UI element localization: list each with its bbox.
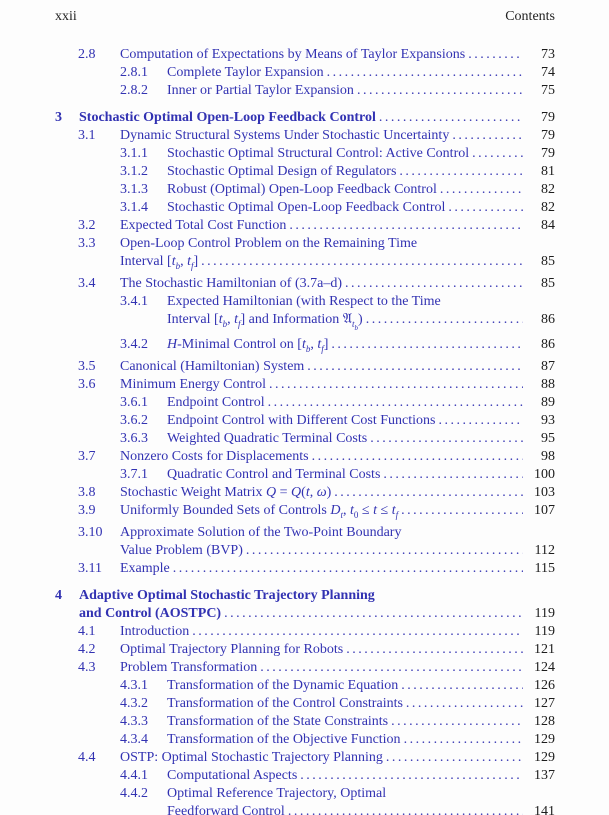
toc-entry-4.3.1 (55, 677, 555, 695)
toc-entry-page[interactable]: 98 (541, 449, 555, 465)
toc-entry-page[interactable]: 88 (541, 377, 555, 393)
toc-entry-number[interactable]: 4.4 (78, 749, 96, 765)
toc-entry-4.3 (55, 659, 555, 677)
toc-entry-line (167, 713, 555, 731)
dotted-leader (452, 127, 523, 145)
toc-entry-line (120, 641, 555, 659)
toc-entry-4 (55, 587, 555, 623)
toc-entry-line (120, 524, 555, 542)
toc-entry-page[interactable]: 75 (541, 83, 555, 98)
toc-entry-title[interactable]: Robust (Optimal) Open-Loop Feedback Control (167, 182, 437, 197)
dotted-leader (334, 484, 523, 502)
toc-entry-3.1.3 (55, 181, 555, 199)
toc-entry-2.8.1 (55, 64, 555, 82)
toc-entry-line (120, 542, 555, 560)
toc-entry-page[interactable]: 112 (534, 542, 555, 558)
toc-entry-number[interactable]: 4.3 (78, 659, 96, 675)
toc-entry-3.3 (55, 235, 555, 275)
toc-entry-line (120, 448, 555, 466)
toc-entry-line (167, 767, 555, 785)
toc-entry-3.9 (55, 502, 555, 524)
toc-entry-page[interactable]: 89 (541, 395, 555, 411)
toc-entry-number[interactable]: 3.1.3 (120, 182, 148, 197)
toc-entry-number[interactable]: 4.4.1 (120, 767, 148, 783)
toc-entry-page[interactable]: 129 (534, 749, 555, 765)
toc-entry-number[interactable]: 3.1.1 (120, 146, 148, 161)
toc-entry-body (167, 199, 555, 217)
toc-entry-4.2 (55, 641, 555, 659)
toc-entry-title[interactable]: Minimum Energy Control (120, 377, 266, 393)
toc-entry-line (167, 430, 555, 448)
toc-entry-title[interactable]: Endpoint Control with Different Cost Functions (167, 413, 436, 429)
toc-entry-line (120, 659, 555, 677)
toc-entry-line (120, 217, 555, 235)
toc-entry-body (120, 235, 555, 275)
toc-entry-3.8 (55, 484, 555, 502)
toc-entry-line (167, 803, 555, 815)
toc-entry-number[interactable]: 3.9 (78, 503, 96, 519)
toc-entry-title[interactable]: Stochastic Optimal Structural Control: Active Control (167, 146, 470, 161)
toc-entry-title[interactable]: Canonical (Hamiltonian) System (120, 359, 305, 375)
toc-entry-page[interactable]: 121 (534, 641, 555, 657)
toc-entry-line (167, 64, 555, 82)
toc-entry-title[interactable]: Interval [$t_b$, $t_f$] and Information 𝔄$_{t_b}$) (167, 311, 363, 332)
toc-entry-page[interactable]: 100 (534, 467, 555, 483)
toc-entry-line (167, 163, 555, 181)
toc-entry-body (167, 430, 555, 448)
toc-entry-number[interactable]: 3.6 (78, 377, 96, 393)
toc-entry-page[interactable]: 119 (534, 623, 555, 639)
toc-entry-line (120, 376, 555, 394)
toc-entry-body (167, 163, 555, 181)
toc-entry-body (120, 217, 555, 235)
toc-entry-number[interactable]: 3.2 (78, 218, 96, 233)
dotted-leader (406, 695, 523, 713)
toc-entry-title[interactable]: Optimal Reference Trajectory, Optimal (167, 785, 387, 801)
toc-entry-body (167, 466, 555, 484)
toc-entry-number[interactable]: 4.1 (78, 623, 96, 639)
toc-entry-page[interactable]: 85 (541, 254, 555, 269)
toc-entry-3.6.1 (55, 394, 555, 412)
toc-entry-line (120, 749, 555, 767)
dotted-leader (307, 358, 523, 376)
toc-entry-number[interactable]: 3.11 (78, 560, 102, 576)
toc-entry-number[interactable]: 3.1.4 (120, 200, 148, 215)
toc-entry-line (79, 587, 555, 605)
toc-entry-number[interactable]: 3.10 (78, 524, 103, 540)
toc-entry-page[interactable]: 137 (534, 767, 555, 783)
toc-entry-title[interactable]: Stochastic Optimal Design of Regulators (167, 164, 397, 179)
dotted-leader (246, 542, 523, 560)
toc-entry-number[interactable]: 3 (55, 110, 62, 125)
toc-entry-3.10 (55, 524, 555, 560)
toc-entry-body (120, 448, 555, 466)
toc-entry-page[interactable]: 79 (541, 146, 555, 161)
toc-entry-3.6 (55, 376, 555, 394)
toc-entry-line (120, 275, 555, 293)
toc-entry-title[interactable]: Transformation of the Objective Function (167, 731, 401, 747)
toc-entry-body (120, 623, 555, 641)
toc-entry-title[interactable]: Stochastic Optimal Open-Loop Feedback Control (167, 200, 446, 215)
toc-entry-number[interactable]: 3.3 (78, 236, 96, 251)
toc-entry-line (167, 293, 555, 311)
toc-entry-body (120, 376, 555, 394)
toc-entry-number[interactable]: 3.7 (78, 449, 96, 465)
toc-entry-title[interactable]: Stochastic Weight Matrix Q = Q(t, ω) (120, 485, 332, 501)
toc-list (55, 46, 555, 815)
toc-entry-3.4 (55, 275, 555, 293)
toc-entry-2.8.2 (55, 82, 555, 100)
dotted-leader (300, 767, 523, 785)
toc-entry-number[interactable]: 2.8.2 (120, 83, 148, 98)
toc-entry-3.11 (55, 560, 555, 578)
toc-entry-title[interactable]: H-Minimal Control on [$t_b$, $t_f$] (167, 337, 329, 355)
toc-entry-title[interactable]: The Stochastic Hamiltonian of (3.7a–d) (120, 275, 342, 291)
toc-entry-number[interactable]: 2.8.1 (120, 65, 148, 80)
toc-entry-body (167, 785, 555, 815)
toc-entry-4.3.2 (55, 695, 555, 713)
toc-entry-title[interactable]: Problem Transformation (120, 659, 258, 675)
dotted-leader (386, 749, 523, 767)
dotted-leader (289, 217, 523, 235)
toc-entry-title[interactable]: Interval [$t_b$, $t_f$] (120, 254, 199, 271)
toc-entry-body (120, 749, 555, 767)
toc-entry-title[interactable]: Expected Total Cost Function (120, 218, 287, 233)
toc-entry-number[interactable]: 3.6.3 (120, 431, 148, 447)
toc-entry-line (120, 46, 555, 64)
toc-entry-body (167, 293, 555, 337)
toc-entry-line (120, 253, 555, 275)
toc-entry-page[interactable]: 119 (534, 605, 555, 621)
dotted-leader (468, 46, 523, 64)
toc-entry-line (167, 145, 555, 163)
toc-entry-3.6.3 (55, 430, 555, 448)
toc-entry-title[interactable]: Expected Hamiltonian (with Respect to the Time (167, 293, 441, 309)
toc-entry-page[interactable]: 84 (541, 218, 555, 233)
toc-entry-line (120, 127, 555, 145)
toc-entry-page[interactable]: 73 (541, 47, 555, 62)
toc-entry-3.1.2 (55, 163, 555, 181)
toc-entry-4.3.3 (55, 713, 555, 731)
toc-entry-number[interactable]: 4 (55, 587, 62, 603)
toc-entry-body (120, 659, 555, 677)
dotted-leader (391, 713, 523, 731)
toc-entry-number[interactable]: 4.3.3 (120, 713, 148, 729)
toc-entry-title[interactable]: Value Problem (BVP) (120, 542, 243, 558)
toc-entry-title[interactable]: Nonzero Costs for Displacements (120, 449, 309, 465)
toc-entry-page[interactable]: 87 (541, 359, 555, 375)
toc-entry-body (167, 767, 555, 785)
toc-entry-line (120, 560, 555, 578)
dotted-leader (269, 376, 523, 394)
dotted-leader (448, 199, 523, 217)
toc-entry-number[interactable]: 3.7.1 (120, 467, 148, 483)
toc-entry-page[interactable]: 74 (541, 65, 555, 80)
toc-entry-title[interactable]: Transformation of the Control Constraints (167, 695, 403, 711)
toc-entry-body (167, 145, 555, 163)
toc-entry-line (167, 466, 555, 484)
toc-entry-body (79, 587, 555, 623)
toc-entry-body (167, 336, 555, 358)
dotted-leader (173, 560, 523, 578)
toc-entry-body (167, 412, 555, 430)
toc-entry-3.1.1 (55, 145, 555, 163)
toc-entry-page[interactable]: 82 (541, 182, 555, 197)
toc-entry-line (167, 785, 555, 803)
toc-entry-page[interactable]: 82 (541, 200, 555, 215)
toc-entry-body (120, 275, 555, 293)
toc-entry-number[interactable]: 4.4.2 (120, 785, 148, 801)
toc-entry-body (167, 394, 555, 412)
toc-entry-page[interactable]: 93 (541, 413, 555, 429)
toc-entry-page[interactable]: 86 (541, 337, 555, 353)
toc-entry-page[interactable]: 115 (534, 560, 555, 576)
toc-entry-body (120, 358, 555, 376)
toc-entry-page[interactable]: 107 (534, 503, 555, 519)
dotted-leader (472, 145, 523, 163)
toc-entry-title[interactable]: Introduction (120, 623, 190, 639)
dotted-leader (345, 275, 523, 293)
toc-entry-page[interactable]: 79 (541, 128, 555, 143)
toc-entry-3.2 (55, 217, 555, 235)
dotted-leader (357, 82, 523, 100)
dotted-leader (327, 64, 523, 82)
toc-entry-number[interactable]: 2.8 (78, 47, 96, 62)
toc-entry-body (167, 731, 555, 749)
toc-entry-number[interactable]: 3.6.2 (120, 413, 148, 429)
toc-entry-page[interactable]: 126 (534, 677, 555, 693)
toc-entry-page[interactable]: 129 (534, 731, 555, 747)
toc-entry-4.4.2 (55, 785, 555, 815)
toc-entry-3.1 (55, 127, 555, 145)
toc-entry-3.7.1 (55, 466, 555, 484)
toc-entry-line (120, 623, 555, 641)
toc-entry-number[interactable]: 3.4.2 (120, 337, 148, 353)
dotted-leader (404, 731, 523, 749)
toc-entry-line (167, 199, 555, 217)
dotted-leader (401, 502, 523, 520)
running-head (55, 9, 555, 25)
dotted-leader (366, 311, 523, 329)
toc-entry-title[interactable]: Adaptive Optimal Stochastic Trajectory Planning (79, 587, 375, 603)
toc-entry-4.4 (55, 749, 555, 767)
toc-entry-body (167, 695, 555, 713)
toc-entry-line (167, 82, 555, 100)
toc-entry-line (79, 109, 555, 127)
toc-entry-number[interactable]: 3.5 (78, 359, 96, 375)
toc-entry-3.4.2 (55, 336, 555, 358)
toc-entry-line (167, 695, 555, 713)
toc-entry-number[interactable]: 3.1.2 (120, 164, 148, 179)
toc-entry-line (167, 394, 555, 412)
toc-entry-line (167, 677, 555, 695)
toc-entry-line (79, 605, 555, 623)
toc-entry-title[interactable]: Feedforward Control (167, 803, 285, 815)
toc-entry-title[interactable]: Transformation of the Dynamic Equation (167, 677, 399, 693)
dotted-leader (268, 394, 523, 412)
dotted-leader (260, 659, 523, 677)
dotted-leader (399, 163, 523, 181)
toc-entry-page[interactable]: 85 (541, 275, 555, 291)
toc-entry-line (167, 181, 555, 199)
toc-entry-4.1 (55, 623, 555, 641)
toc-entry-title[interactable]: Uniformly Bounded Sets of Controls $D_t$, $t_0 \le t \le t_f$ (120, 503, 399, 520)
toc-entry-body (120, 502, 555, 524)
toc-entry-body (120, 641, 555, 659)
toc-entry-body (120, 484, 555, 502)
toc-entry-number[interactable]: 3.1 (78, 128, 96, 143)
toc-entry-line (167, 311, 555, 337)
toc-entry-line (120, 235, 555, 253)
toc-entry-title[interactable]: Stochastic Optimal Open-Loop Feedback Control (79, 110, 376, 125)
toc-entry-number[interactable]: 3.8 (78, 485, 96, 501)
toc-entry-title[interactable]: Optimal Trajectory Planning for Robots (120, 641, 344, 657)
toc-entry-body (167, 713, 555, 731)
toc-entry-page[interactable]: 124 (534, 659, 555, 675)
running-head-title: Contents (505, 9, 555, 24)
toc-entry-title[interactable]: and Control (AOSTPC) (79, 605, 222, 621)
toc-entry-body (120, 560, 555, 578)
toc-entry-title[interactable]: Open-Loop Control Problem on the Remaining Time (120, 236, 418, 251)
toc-entry-page[interactable]: 127 (534, 695, 555, 711)
toc-entry-number[interactable]: 3.4.1 (120, 293, 148, 309)
dotted-leader (192, 623, 523, 641)
dotted-leader (440, 181, 523, 199)
toc-entry-3.1.4 (55, 199, 555, 217)
toc-entry-3.4.1 (55, 293, 555, 337)
toc-entry-page[interactable]: 86 (541, 311, 555, 327)
toc-entry-title[interactable]: Complete Taylor Expansion (167, 65, 324, 80)
toc-entry-line (167, 412, 555, 430)
toc-entry-number[interactable]: 3.6.1 (120, 395, 148, 411)
toc-entry-number[interactable]: 3.4 (78, 275, 96, 291)
toc-entry-title[interactable]: OSTP: Optimal Stochastic Trajectory Planning (120, 749, 383, 765)
toc-entry-title[interactable]: Weighted Quadratic Terminal Costs (167, 431, 368, 447)
dotted-leader (201, 253, 523, 271)
toc-entry-page[interactable]: 103 (534, 485, 555, 501)
dotted-leader (346, 641, 523, 659)
dotted-leader (288, 803, 523, 815)
toc-entry-page[interactable]: 141 (534, 803, 555, 815)
dotted-leader (379, 109, 523, 127)
toc-entry-title[interactable]: Computational Aspects (167, 767, 298, 783)
toc-entry-3 (55, 109, 555, 127)
dotted-leader (331, 336, 523, 354)
toc-entry-title[interactable]: Inner or Partial Taylor Expansion (167, 83, 354, 98)
toc-entry-page[interactable]: 79 (541, 110, 555, 125)
toc-entry-3.6.2 (55, 412, 555, 430)
toc-entry-2.8 (55, 46, 555, 64)
dotted-leader (401, 677, 523, 695)
dotted-leader (383, 466, 523, 484)
dotted-leader (438, 412, 523, 430)
toc-entry-line (167, 336, 555, 358)
toc-entry-number[interactable]: 4.3.1 (120, 677, 148, 693)
toc-entry-page[interactable]: 81 (541, 164, 555, 179)
toc-entry-3.7 (55, 448, 555, 466)
toc-entry-body (120, 524, 555, 560)
toc-entry-number[interactable]: 4.2 (78, 641, 96, 657)
toc-entry-body (120, 127, 555, 145)
folio-page-number: xxii (55, 9, 77, 24)
toc-entry-title[interactable]: Computation of Expectations by Means of Taylor Expansions (120, 47, 466, 62)
toc-entry-title[interactable]: Approximate Solution of the Two-Point Boundary (120, 524, 402, 540)
toc-entry-line (167, 731, 555, 749)
toc-entry-title[interactable]: Example (120, 560, 170, 576)
toc-entry-body (167, 181, 555, 199)
dotted-leader (312, 448, 523, 466)
toc-entry-body (79, 109, 555, 127)
toc-entry-page[interactable]: 128 (534, 713, 555, 729)
toc-entry-body (167, 64, 555, 82)
toc-entry-page[interactable]: 95 (541, 431, 555, 447)
toc-entry-title[interactable]: Dynamic Structural Systems Under Stochastic Uncertainty (120, 128, 450, 143)
toc-entry-number[interactable]: 4.3.2 (120, 695, 148, 711)
toc-entry-3.5 (55, 358, 555, 376)
toc-entry-body (167, 82, 555, 100)
dotted-leader (370, 430, 523, 448)
toc-entry-body (120, 46, 555, 64)
toc-entry-4.3.4 (55, 731, 555, 749)
toc-entry-body (167, 677, 555, 695)
toc-entry-title[interactable]: Quadratic Control and Terminal Costs (167, 467, 381, 483)
toc-entry-4.4.1 (55, 767, 555, 785)
toc-entry-title[interactable]: Endpoint Control (167, 395, 265, 411)
toc-entry-line (120, 484, 555, 502)
toc-entry-number[interactable]: 4.3.4 (120, 731, 148, 747)
toc-entry-line (120, 358, 555, 376)
toc-entry-title[interactable]: Transformation of the State Constraints (167, 713, 389, 729)
toc-entry-line (120, 502, 555, 524)
dotted-leader (224, 605, 523, 623)
